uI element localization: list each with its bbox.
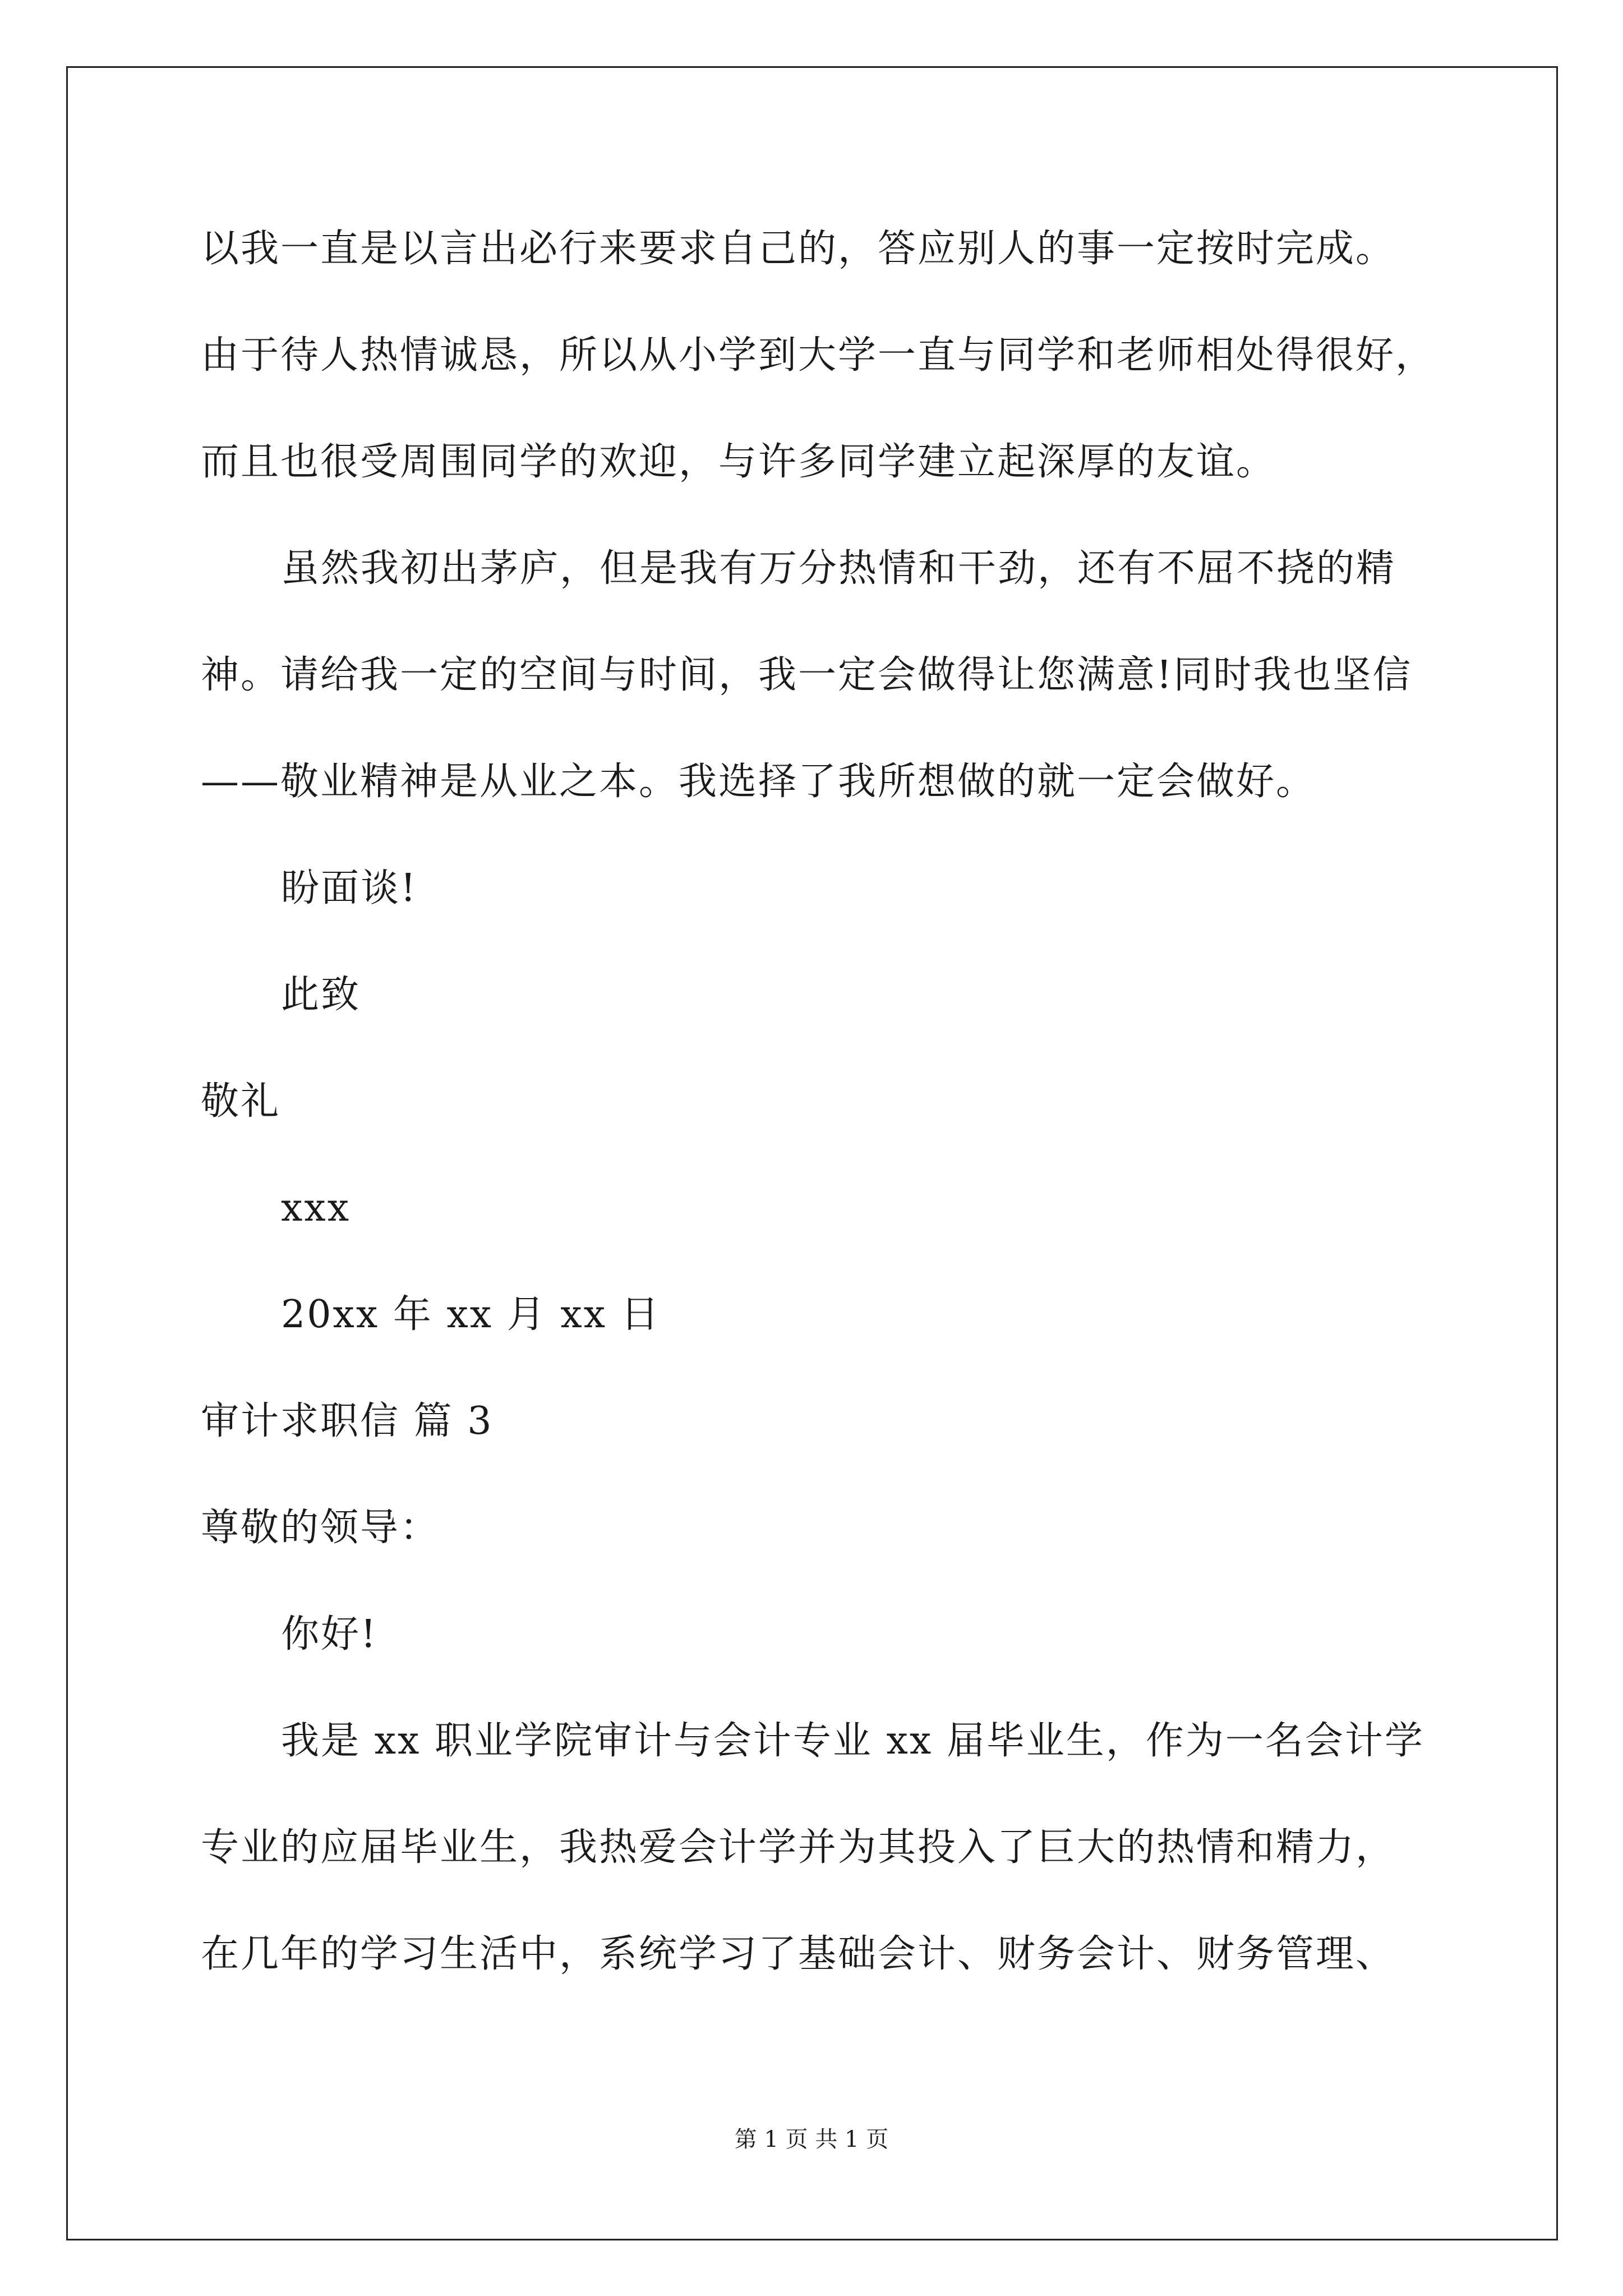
signature-date: 20xx 年 xx 月 xx 日 — [281, 1292, 661, 1337]
body-line-3: 而且也很受周围同学的欢迎，与许多同学建立起深厚的友谊。 — [201, 440, 1276, 484]
body-line-5: 神。请给我一定的空间与时间，我一定会做得让您满意!同时我也坚信 — [201, 653, 1413, 697]
body-line-9: 在几年的学习生活中，系统学习了基础会计、财务会计、财务管理、 — [201, 1932, 1396, 1976]
body-line-4: 虽然我初出茅庐，但是我有万分热情和干劲，还有不屈不挠的精 — [281, 546, 1396, 591]
signature-name: xxx — [281, 1186, 351, 1230]
body-line-7: 我是 xx 职业学院审计与会计专业 xx 届毕业生，作为一名会计学 — [281, 1719, 1424, 1763]
closing-line-jingli: 敬礼 — [201, 1079, 281, 1124]
salutation: 尊敬的领导： — [201, 1506, 440, 1550]
body-line-6: ——敬业精神是从业之本。我选择了我所想做的就一定会做好。 — [201, 760, 1316, 804]
closing-line-cizhi: 此致 — [281, 973, 361, 1017]
body-line-8: 专业的应届毕业生，我热爱会计学并为其投入了巨大的热情和精力， — [201, 1825, 1396, 1870]
closing-line-interview: 盼面谈! — [281, 866, 418, 910]
body-line-1: 以我一直是以言出必行来要求自己的，答应别人的事一定按时完成。 — [201, 227, 1396, 271]
page-footer: 第 1 页 共 1 页 — [734, 2127, 889, 2152]
greeting: 你好! — [281, 1612, 378, 1657]
body-line-2: 由于待人热情诚恳，所以从小学到大学一直与同学和老师相处得很好， — [201, 333, 1436, 378]
section-title: 审计求职信 篇 3 — [201, 1399, 494, 1443]
page-border — [66, 66, 1558, 2240]
